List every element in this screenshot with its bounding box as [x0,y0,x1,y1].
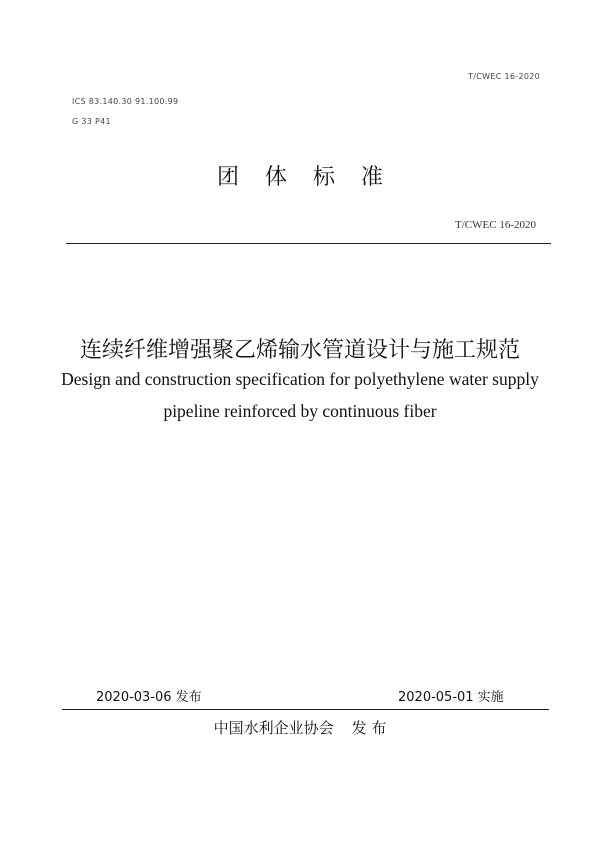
bottom-divider [62,709,549,710]
header-standard-code: T/CWEC 16-2020 [468,72,540,81]
issue-date: 2020-03-06 发布 [96,690,202,705]
publisher-line [0,717,600,738]
english-title-line-1: Design and construction specification for polyethylene water supply [61,369,539,389]
implementation-date: 2020-05-01 实施 [398,690,504,705]
ccs-code: G 33 P41 [72,117,111,126]
english-title-line-2: pipeline reinforced by continuous fiber [163,401,437,421]
publisher-name: 中国水利企业协会 [213,719,334,737]
ics-code: ICS 83.140.30 91.100.99 [72,97,179,106]
standard-number: T/CWEC 16-2020 [455,219,536,231]
publisher-action: 发 布 [351,719,387,737]
chinese-title: 连续纤维增强聚乙烯输水管道设计与施工规范 [79,338,520,363]
top-divider [66,243,551,244]
standard-type-heading: 团体标准 [216,165,409,190]
